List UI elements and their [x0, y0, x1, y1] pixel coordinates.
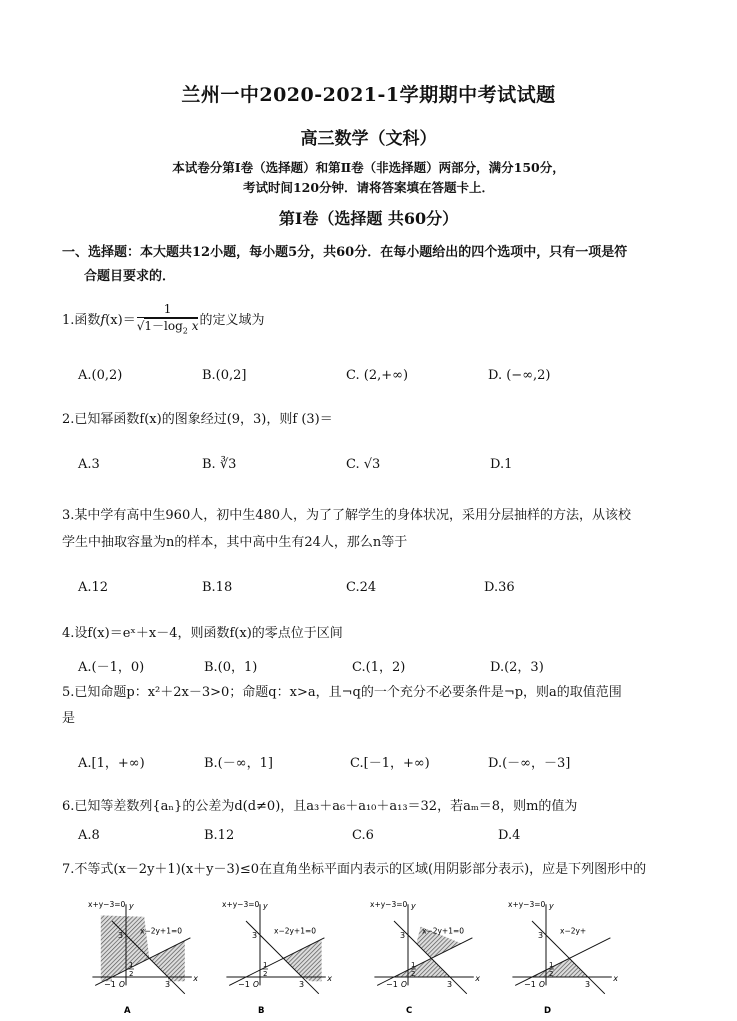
sqrt-symbol: √ — [136, 319, 145, 333]
tick-3-y: 3 — [118, 931, 124, 940]
graph-letter: C — [406, 1006, 413, 1016]
q3-option-d[interactable]: D.36 — [484, 580, 515, 595]
origin-label: O — [253, 980, 259, 989]
line1-label: x+y−3=0 — [508, 900, 546, 909]
q1-log-base: 2 — [182, 326, 188, 336]
line1-label: x+y−3=0 — [222, 900, 260, 909]
shaded-region — [101, 915, 150, 981]
exam-intro-line1: 本试卷分第Ⅰ卷（选择题）和第Ⅱ卷（非选择题）两部分，满分150分， — [172, 160, 565, 175]
q1-option-a[interactable]: A.(0,2) — [78, 368, 123, 383]
q5-option-b[interactable]: B.(－∞，1] — [204, 756, 273, 771]
graph-letter: B — [258, 1006, 265, 1016]
question-7: 7.不等式(x－2y＋1)(x＋y－3)≤0在直角坐标平面内表示的区域(用阴影部分表示)，应是下列图形中的 — [62, 862, 647, 877]
line2-label: x−2y+1=0 — [140, 926, 183, 936]
exam-title: 兰州一中2020-2021-1学期期中考试试题 — [181, 84, 556, 106]
x-axis-label: x — [613, 974, 618, 983]
q4-option-a[interactable]: A.(－1，0) — [78, 660, 145, 675]
q2-option-b[interactable]: B. ∛3 — [202, 457, 237, 472]
graph-d[interactable] — [506, 895, 616, 1017]
graph-c[interactable] — [368, 895, 492, 1017]
q4-option-d[interactable]: D.(2，3) — [490, 660, 544, 675]
q5-option-c[interactable]: C.[－1，+∞) — [350, 756, 430, 771]
q6-option-a[interactable]: A.8 — [78, 828, 100, 843]
tick-3-x: 3 — [165, 980, 171, 989]
question-3-line1: 3.某中学有高中生960人，初中生480人，为了了解学生的身体状况，采用分层抽样的方法，从该校 — [62, 508, 632, 523]
q1-option-d[interactable]: D. (−∞,2) — [488, 368, 551, 383]
tick-half-den: 2 — [411, 970, 416, 978]
q6-option-c[interactable]: C.6 — [352, 828, 374, 843]
q1-argument: (x) — [105, 313, 123, 329]
q1-radicand-var: x — [191, 319, 199, 333]
graph-b[interactable] — [220, 895, 330, 1017]
tick-half-num: 1 — [129, 961, 134, 969]
x-axis-label: x — [193, 974, 198, 983]
q5-option-a[interactable]: A.[1，+∞) — [78, 756, 145, 771]
question-3-line2: 学生中抽取容量为n的样本，其中高中生有24人，那么n等于 — [62, 535, 408, 550]
x-axis-label: x — [327, 974, 332, 983]
graph-a[interactable] — [86, 895, 196, 1017]
q3-option-a[interactable]: A.12 — [78, 580, 109, 595]
q1-suffix: 的定义域为 — [199, 313, 265, 329]
y-axis-label: y — [411, 901, 416, 911]
tick-3-y: 3 — [538, 931, 544, 940]
tick-neg1: −1 — [524, 980, 536, 989]
origin-label: O — [539, 980, 545, 989]
x-axis-label: x — [475, 974, 480, 983]
y-axis-label: y — [129, 901, 134, 911]
tick-half-num: 1 — [263, 961, 268, 969]
tick-3-x: 3 — [585, 980, 591, 989]
tick-half-den: 2 — [263, 970, 268, 978]
tick-3-y: 3 — [400, 931, 406, 940]
q4-option-b[interactable]: B.(0，1) — [204, 660, 258, 675]
tick-3-y: 3 — [252, 931, 258, 940]
q1-prefix: 1.函数 — [62, 313, 101, 329]
tick-half-num: 1 — [549, 961, 554, 969]
tick-half-den: 2 — [129, 970, 134, 978]
section-heading-line1: 一、选择题：本大题共12小题，每小题5分，共60分．在每小题给出的四个选项中，只有一项是符 — [62, 245, 628, 260]
q1-option-b[interactable]: B.(0,2] — [202, 368, 247, 383]
origin-label: O — [119, 980, 125, 989]
exam-subject: 高三数学（文科） — [300, 129, 437, 149]
part-title: 第Ⅰ卷（选择题 共60分） — [278, 209, 459, 228]
question-4: 4.设f(x)＝eˣ＋x－4，则函数f(x)的零点位于区间 — [62, 626, 343, 641]
question-1 — [62, 302, 264, 339]
exam-intro-line2: 考试时间120分钟．请将答案填在答题卡上． — [242, 180, 495, 195]
tick-3-x: 3 — [299, 980, 305, 989]
line2-label: x−2y+1=0 — [274, 926, 317, 936]
shaded-region — [149, 941, 184, 982]
q1-radicand-log: 1－log — [144, 319, 183, 333]
tick-neg1: −1 — [238, 980, 250, 989]
line-x-minus-2y-plus-1 — [515, 938, 610, 986]
question-5-line2: 是 — [62, 711, 76, 726]
q6-option-b[interactable]: B.12 — [204, 828, 235, 843]
q4-option-c[interactable]: C.(1，2) — [352, 660, 406, 675]
question-5-line1: 5.已知命题p：x²＋2x－3>0；命题q：x>a，且¬q的一个充分不必要条件是¬p，则a的取值范围 — [62, 685, 622, 700]
line2-label: x−2y+1=0 — [422, 926, 465, 936]
shaded-region — [532, 958, 588, 977]
q1-denominator — [137, 318, 199, 339]
shaded-region — [283, 939, 321, 981]
q3-option-b[interactable]: B.18 — [202, 580, 233, 595]
q1-radicand — [144, 318, 199, 336]
tick-neg1: −1 — [104, 980, 116, 989]
q2-option-c[interactable]: C. √3 — [346, 457, 381, 472]
tick-neg1: −1 — [386, 980, 398, 989]
question-2: 2.已知幂函数f(x)的图象经过(9，3)，则f (3)＝ — [62, 412, 333, 427]
q3-option-c[interactable]: C.24 — [346, 580, 377, 595]
q1-equals: ＝ — [122, 313, 136, 329]
tick-3-x: 3 — [447, 980, 453, 989]
line1-label: x+y−3=0 — [88, 900, 126, 909]
q2-option-a[interactable]: A.3 — [78, 457, 100, 472]
question-6: 6.已知等差数列{aₙ}的公差为d(d≠0)，且a₃＋a₆＋a₁₀＋a₁₃＝32，若aₘ＝8，则m的值为 — [62, 799, 578, 814]
shaded-region — [394, 958, 450, 977]
q2-option-d[interactable]: D.1 — [490, 457, 513, 472]
y-axis-label: y — [549, 901, 554, 911]
graph-letter: D — [544, 1006, 552, 1016]
graph-letter: A — [124, 1006, 131, 1016]
section-heading-line2: 合题目要求的． — [84, 269, 176, 284]
tick-half-num: 1 — [411, 961, 416, 969]
line1-label: x+y−3=0 — [370, 900, 408, 909]
q1-option-c[interactable]: C. (2,+∞) — [346, 368, 409, 383]
y-axis-label: y — [263, 901, 268, 911]
q5-option-d[interactable]: D.(－∞，－3] — [488, 756, 571, 771]
q1-function-name: f — [100, 313, 106, 329]
q1-fraction — [137, 302, 199, 339]
q6-option-d[interactable]: D.4 — [498, 828, 521, 843]
line2-label: x−2y+ — [560, 926, 587, 936]
origin-label: O — [401, 980, 407, 989]
tick-half-den: 2 — [549, 970, 554, 978]
q1-numerator: 1 — [137, 302, 199, 318]
